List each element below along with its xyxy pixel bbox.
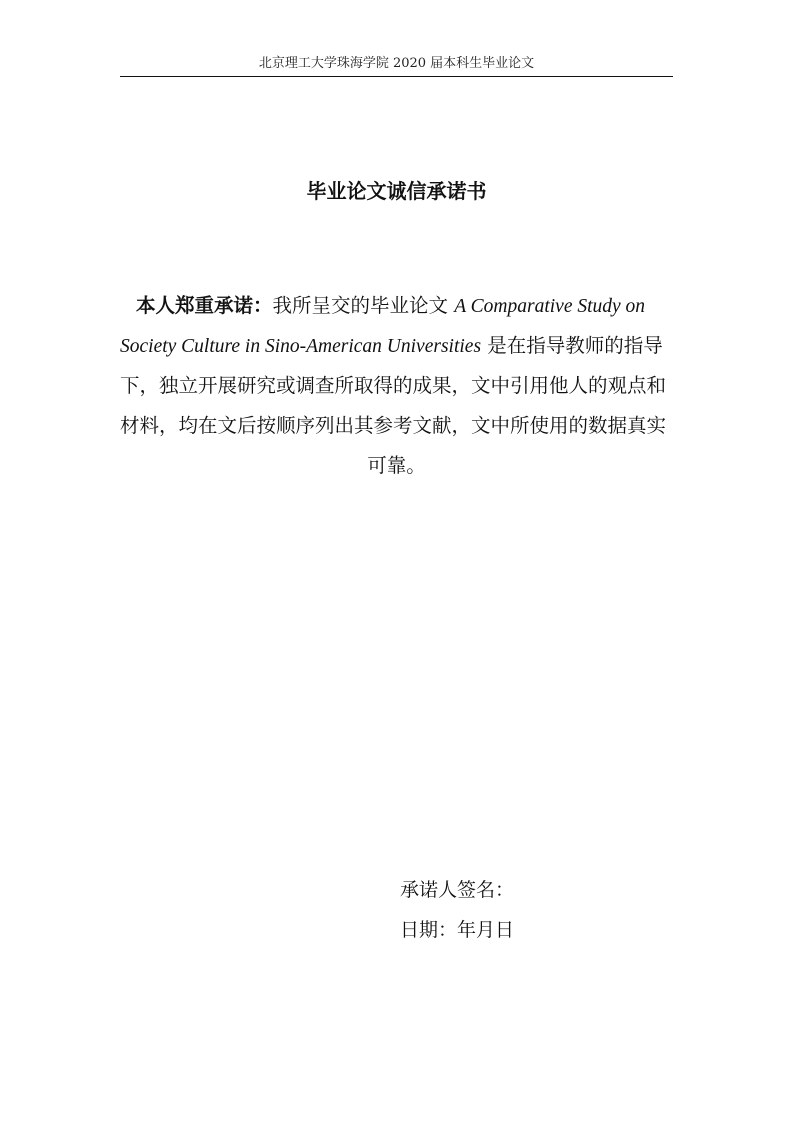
statement-lead: 本人郑重承诺：	[136, 294, 273, 317]
thesis-title-part2: Society Culture in Sino-American Universities	[120, 336, 482, 357]
statement-line1-prefix: 我所呈交的毕业论文	[272, 294, 455, 317]
signature-block	[400, 870, 660, 950]
statement-line-1	[120, 286, 673, 326]
header-rule	[120, 76, 673, 77]
statement-line-2	[120, 326, 673, 366]
integrity-statement	[120, 286, 673, 486]
signer-label: 承诺人签名：	[400, 879, 515, 901]
date-line	[400, 910, 660, 950]
month-label: 月	[476, 919, 496, 941]
statement-line2-suffix: 是在指导教师的指导	[487, 334, 663, 357]
statement-line-4: 材料，均在文后按顺序列出其参考文献，文中所使用的数据真实	[120, 414, 667, 437]
day-label: 日	[495, 919, 515, 941]
date-label: 日期：	[400, 919, 458, 941]
statement-line-5: 可靠。	[367, 454, 426, 477]
document-title: 毕业论文诚信承诺书	[306, 179, 487, 203]
thesis-title-part1: A Comparative Study on	[454, 296, 646, 317]
year-label: 年	[457, 919, 477, 941]
statement-line-3: 下，独立开展研究或调查所取得的成果，文中引用他人的观点和	[120, 374, 667, 397]
running-header: 北京理工大学珠海学院 2020 届本科生毕业论文	[258, 56, 535, 71]
